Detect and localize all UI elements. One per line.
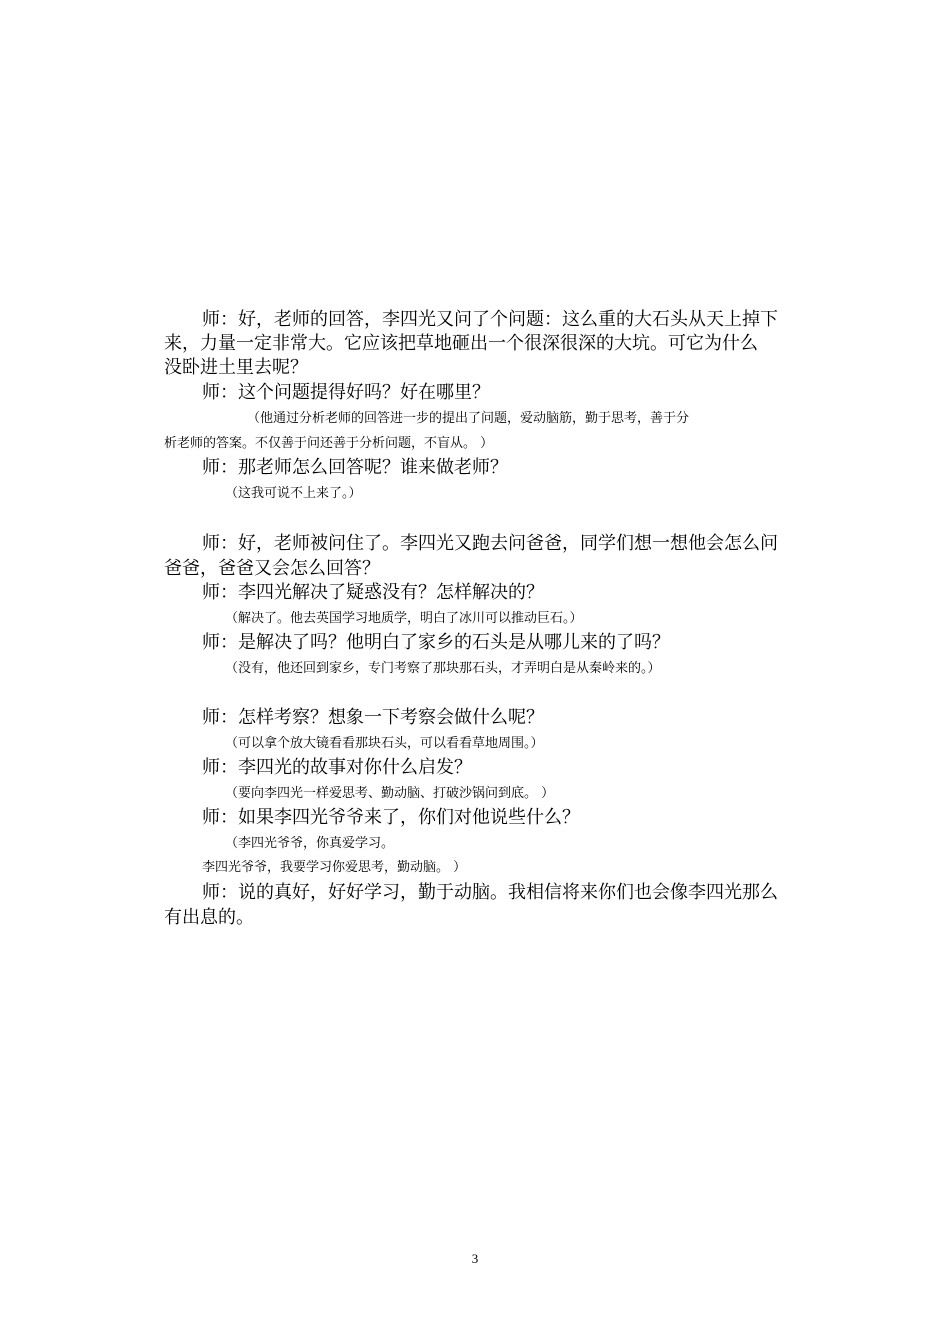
text-line: 师：好，老师的回答，李四光又问了个问题：这么重的大石头从天上掉下 <box>202 309 778 330</box>
text-line: 师：这个问题提得好吗？好在哪里？ <box>202 382 490 403</box>
text-line: 没卧进土里去呢？ <box>164 357 308 378</box>
text-line: 师：怎样考察？想象一下考察会做什么呢？ <box>202 707 544 728</box>
text-line: 有出息的。 <box>164 907 254 928</box>
answer-line: （李四光爷爷，你真爱学习。 <box>225 836 395 851</box>
answer-line: 李四光爷爷，我要学习你爱思考，勤动脑。 ） <box>202 860 467 875</box>
answer-line: （他通过分析老师的回答进一步的提出了问题，爱动脑筋，勤于思考，善于分 <box>247 411 690 426</box>
answer-line: （没有，他还回到家乡，专门考察了那块那石头，才弄明白是从秦岭来的。） <box>225 661 661 676</box>
answer-line: （可以拿个放大镜看看那块石头，可以看看草地周围。） <box>225 736 544 751</box>
text-line: 来，力量一定非常大。它应该把草地砸出一个很深很深的大坑。可它为什么 <box>164 333 758 354</box>
text-line: 师：那老师怎么回答呢？谁来做老师？ <box>202 457 508 478</box>
answer-line: （这我可说不上来了。） <box>225 486 362 501</box>
text-line: 师：说的真好，好好学习，勤于动脑。我相信将来你们也会像李四光那么 <box>202 882 778 903</box>
text-line: 师：如果李四光爷爷来了，你们对他说些什么？ <box>202 807 580 828</box>
text-line: 师：李四光的故事对你什么启发？ <box>202 757 472 778</box>
text-line: 师：是解决了吗？他明白了家乡的石头是从哪儿来的了吗？ <box>202 632 670 653</box>
page-number: 3 <box>471 1251 479 1266</box>
answer-line: 析老师的答案。不仅善于问还善于分析问题，不盲从。 ） <box>164 436 494 451</box>
text-line: 师：好，老师被问住了。李四光又跑去问爸爸，同学们想一想他会怎么问 <box>202 533 778 554</box>
text-line: 师：李四光解决了疑惑没有？怎样解决的？ <box>202 582 544 603</box>
text-line: 爸爸，爸爸又会怎么回答？ <box>164 558 380 579</box>
answer-line: （要向李四光一样爱思考、勤动脑、打破沙锅问到底。 ） <box>225 786 555 801</box>
answer-line: （解决了。他去英国学习地质学，明白了冰川可以推动巨石。） <box>225 611 583 626</box>
